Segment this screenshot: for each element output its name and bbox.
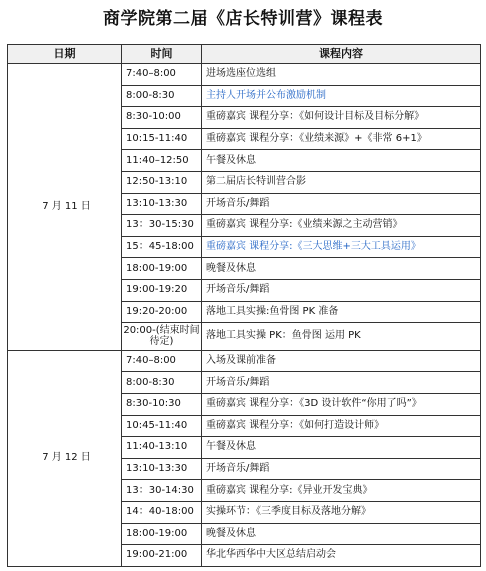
session-content: 重磅嘉宾 课程分享:《三大思维+三大工具运用》 — [202, 236, 481, 258]
session-content: 重磅嘉宾 课程分享：《如何打造设计师》 — [202, 415, 481, 437]
session-time: 8:00-8:30 — [122, 85, 202, 107]
session-time: 11:40–12:50 — [122, 150, 202, 172]
session-content: 开场音乐/舞蹈 — [202, 458, 481, 480]
session-content: 开场音乐/舞蹈 — [202, 372, 481, 394]
day-date: 7 月 12 日 — [8, 350, 122, 566]
session-content: 午餐及休息 — [202, 150, 481, 172]
session-content: 实操环节：《三季度目标及落地分解》 — [202, 501, 481, 523]
header-date: 日期 — [8, 45, 122, 64]
header-time: 时间 — [122, 45, 202, 64]
header-content: 课程内容 — [202, 45, 481, 64]
session-content: 重磅嘉宾 课程分享：《业绩来源》+《非常 6+1》 — [202, 128, 481, 150]
session-content: 入场及课前准备 — [202, 350, 481, 372]
session-content: 落地工具实操:鱼骨图 PK 准备 — [202, 301, 481, 323]
session-time: 13：30-14:30 — [122, 480, 202, 502]
session-time: 14：40-18:00 — [122, 501, 202, 523]
session-content: 重磅嘉宾 课程分享：《3D 设计软件“你用了吗”》 — [202, 394, 481, 416]
session-content: 第二届店长特训营合影 — [202, 171, 481, 193]
session-time: 20:00-(结束时间待定) — [122, 323, 202, 351]
session-content: 晚餐及休息 — [202, 523, 481, 545]
schedule-table — [7, 44, 481, 567]
session-content: 主持人开场并公布激励机制 — [202, 85, 481, 107]
session-time: 18:00-19:00 — [122, 258, 202, 280]
session-time: 8:30-10:00 — [122, 107, 202, 129]
session-time: 13:10-13:30 — [122, 458, 202, 480]
session-content: 重磅嘉宾 课程分享：《如何设计目标及目标分解》 — [202, 107, 481, 129]
table-row — [8, 64, 481, 86]
session-time: 19:20-20:00 — [122, 301, 202, 323]
session-time: 18:00-19:00 — [122, 523, 202, 545]
schedule-body — [8, 64, 481, 567]
session-content: 重磅嘉宾 课程分享:《异业开发宝典》 — [202, 480, 481, 502]
day-date: 7 月 11 日 — [8, 64, 122, 351]
session-time: 10:45-11:40 — [122, 415, 202, 437]
session-time: 19:00-21:00 — [122, 545, 202, 567]
session-time: 7:40–8:00 — [122, 350, 202, 372]
session-time: 8:00-8:30 — [122, 372, 202, 394]
session-content: 进场选座位选组 — [202, 64, 481, 86]
session-content: 开场音乐/舞蹈 — [202, 193, 481, 215]
session-time: 13：30-15:30 — [122, 215, 202, 237]
session-time: 7:40–8:00 — [122, 64, 202, 86]
session-content: 晚餐及休息 — [202, 258, 481, 280]
table-row — [8, 350, 481, 372]
session-content: 落地工具实操 PK：鱼骨图 运用 PK — [202, 323, 481, 351]
session-content: 开场音乐/舞蹈 — [202, 279, 481, 301]
session-content: 午餐及休息 — [202, 437, 481, 459]
session-content: 重磅嘉宾 课程分享:《业绩来源之主动营销》 — [202, 215, 481, 237]
session-time: 19:00-19:20 — [122, 279, 202, 301]
session-time: 8:30-10:30 — [122, 394, 202, 416]
session-time: 12:50-13:10 — [122, 171, 202, 193]
session-time: 15：45-18:00 — [122, 236, 202, 258]
session-time: 10:15-11:40 — [122, 128, 202, 150]
session-time: 13:10-13:30 — [122, 193, 202, 215]
session-time: 11:40-13:10 — [122, 437, 202, 459]
page-title: 商学院第二届《店长特训营》课程表 — [103, 9, 383, 29]
session-content: 华北华西华中大区总结启动会 — [202, 545, 481, 567]
